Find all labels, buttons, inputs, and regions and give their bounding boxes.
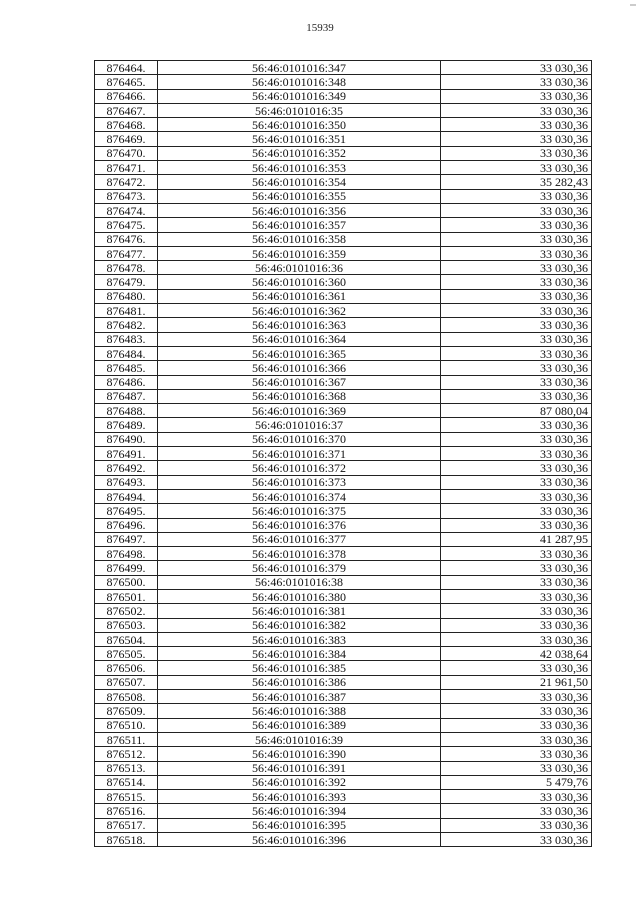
row-number-cell: 876481.	[95, 304, 158, 318]
cadastral-number-cell: 56:46:0101016:359	[158, 246, 441, 260]
table-row	[95, 146, 592, 160]
cadastral-value-cell: 33 030,36	[441, 275, 592, 289]
row-number-cell: 876490.	[95, 432, 158, 446]
cadastral-number-cell: 56:46:0101016:347	[158, 61, 441, 75]
row-number-cell: 876467.	[95, 103, 158, 117]
table-row	[95, 332, 592, 346]
row-number-cell: 876482.	[95, 318, 158, 332]
row-number-cell: 876475.	[95, 218, 158, 232]
cadastral-value-cell: 33 030,36	[441, 818, 592, 832]
table-row	[95, 475, 592, 489]
table-row	[95, 747, 592, 761]
cadastral-value-cell: 33 030,36	[441, 690, 592, 704]
cadastral-value-cell: 33 030,36	[441, 504, 592, 518]
row-number-cell: 876488.	[95, 404, 158, 418]
row-number-cell: 876508.	[95, 690, 158, 704]
cadastral-value-cell: 33 030,36	[441, 704, 592, 718]
table-row	[95, 461, 592, 475]
table-row	[95, 661, 592, 675]
table-row	[95, 589, 592, 603]
cadastral-value-table	[94, 60, 592, 847]
cadastral-value-cell: 33 030,36	[441, 561, 592, 575]
cadastral-number-cell: 56:46:0101016:395	[158, 818, 441, 832]
cadastral-value-cell: 33 030,36	[441, 75, 592, 89]
row-number-cell: 876514.	[95, 775, 158, 789]
table-row	[95, 818, 592, 832]
table-row	[95, 161, 592, 175]
cadastral-value-cell: 33 030,36	[441, 161, 592, 175]
cadastral-value-cell: 33 030,36	[441, 732, 592, 746]
cadastral-number-cell: 56:46:0101016:394	[158, 804, 441, 818]
cadastral-number-cell: 56:46:0101016:387	[158, 690, 441, 704]
cadastral-number-cell: 56:46:0101016:374	[158, 489, 441, 503]
table-row	[95, 89, 592, 103]
cadastral-number-cell: 56:46:0101016:39	[158, 732, 441, 746]
cadastral-value-cell: 5 479,76	[441, 775, 592, 789]
cadastral-value-cell: 33 030,36	[441, 632, 592, 646]
row-number-cell: 876495.	[95, 504, 158, 518]
row-number-cell: 876468.	[95, 118, 158, 132]
cadastral-number-cell: 56:46:0101016:36	[158, 261, 441, 275]
cadastral-value-cell: 33 030,36	[441, 61, 592, 75]
table-row	[95, 604, 592, 618]
table-row	[95, 775, 592, 789]
cadastral-value-cell: 33 030,36	[441, 189, 592, 203]
cadastral-value-cell: 33 030,36	[441, 747, 592, 761]
cadastral-number-cell: 56:46:0101016:354	[158, 175, 441, 189]
row-number-cell: 876501.	[95, 589, 158, 603]
table-row	[95, 418, 592, 432]
cadastral-value-cell: 33 030,36	[441, 203, 592, 217]
table-row	[95, 833, 592, 847]
row-number-cell: 876466.	[95, 89, 158, 103]
row-number-cell: 876497.	[95, 532, 158, 546]
table-row	[95, 790, 592, 804]
cadastral-value-cell: 21 961,50	[441, 675, 592, 689]
cadastral-value-cell: 33 030,36	[441, 132, 592, 146]
table-row	[95, 561, 592, 575]
table-row	[95, 447, 592, 461]
row-number-cell: 876506.	[95, 661, 158, 675]
cadastral-value-cell: 33 030,36	[441, 346, 592, 360]
cadastral-number-cell: 56:46:0101016:348	[158, 75, 441, 89]
cadastral-value-cell: 35 282,43	[441, 175, 592, 189]
cadastral-number-cell: 56:46:0101016:365	[158, 346, 441, 360]
cadastral-number-cell: 56:46:0101016:349	[158, 89, 441, 103]
row-number-cell: 876503.	[95, 618, 158, 632]
table-row	[95, 118, 592, 132]
row-number-cell: 876478.	[95, 261, 158, 275]
table-row	[95, 318, 592, 332]
table-row	[95, 761, 592, 775]
cadastral-value-cell: 33 030,36	[441, 447, 592, 461]
cadastral-number-cell: 56:46:0101016:393	[158, 790, 441, 804]
cadastral-number-cell: 56:46:0101016:368	[158, 389, 441, 403]
table-row	[95, 518, 592, 532]
cadastral-number-cell: 56:46:0101016:369	[158, 404, 441, 418]
cadastral-value-cell: 33 030,36	[441, 518, 592, 532]
cadastral-number-cell: 56:46:0101016:388	[158, 704, 441, 718]
table-row	[95, 504, 592, 518]
cadastral-number-cell: 56:46:0101016:392	[158, 775, 441, 789]
cadastral-number-cell: 56:46:0101016:371	[158, 447, 441, 461]
cadastral-number-cell: 56:46:0101016:37	[158, 418, 441, 432]
table-row	[95, 718, 592, 732]
table-row	[95, 275, 592, 289]
row-number-cell: 876474.	[95, 203, 158, 217]
cadastral-value-cell: 41 287,95	[441, 532, 592, 546]
cadastral-value-cell: 33 030,36	[441, 547, 592, 561]
cadastral-number-cell: 56:46:0101016:35	[158, 103, 441, 117]
table-row	[95, 103, 592, 117]
table-row	[95, 261, 592, 275]
cadastral-number-cell: 56:46:0101016:372	[158, 461, 441, 475]
row-number-cell: 876517.	[95, 818, 158, 832]
cadastral-number-cell: 56:46:0101016:391	[158, 761, 441, 775]
table-row	[95, 432, 592, 446]
cadastral-number-cell: 56:46:0101016:356	[158, 203, 441, 217]
cadastral-value-cell: 33 030,36	[441, 246, 592, 260]
row-number-cell: 876464.	[95, 61, 158, 75]
row-number-cell: 876477.	[95, 246, 158, 260]
cadastral-number-cell: 56:46:0101016:381	[158, 604, 441, 618]
cadastral-value-cell: 33 030,36	[441, 318, 592, 332]
cadastral-value-cell: 33 030,36	[441, 332, 592, 346]
cadastral-number-cell: 56:46:0101016:364	[158, 332, 441, 346]
scan-mark	[630, 4, 636, 6]
cadastral-value-cell: 33 030,36	[441, 304, 592, 318]
table-row	[95, 389, 592, 403]
table-row	[95, 732, 592, 746]
row-number-cell: 876473.	[95, 189, 158, 203]
cadastral-number-cell: 56:46:0101016:373	[158, 475, 441, 489]
row-number-cell: 876472.	[95, 175, 158, 189]
table-row	[95, 375, 592, 389]
cadastral-value-cell: 33 030,36	[441, 289, 592, 303]
cadastral-value-cell: 33 030,36	[441, 418, 592, 432]
table-row	[95, 675, 592, 689]
cadastral-number-cell: 56:46:0101016:357	[158, 218, 441, 232]
table-row	[95, 647, 592, 661]
cadastral-number-cell: 56:46:0101016:386	[158, 675, 441, 689]
table-row	[95, 132, 592, 146]
table-row	[95, 804, 592, 818]
cadastral-value-cell: 33 030,36	[441, 804, 592, 818]
row-number-cell: 876480.	[95, 289, 158, 303]
table-row	[95, 404, 592, 418]
table-row	[95, 632, 592, 646]
cadastral-number-cell: 56:46:0101016:355	[158, 189, 441, 203]
row-number-cell: 876515.	[95, 790, 158, 804]
cadastral-number-cell: 56:46:0101016:396	[158, 833, 441, 847]
cadastral-value-cell: 33 030,36	[441, 389, 592, 403]
row-number-cell: 876470.	[95, 146, 158, 160]
row-number-cell: 876492.	[95, 461, 158, 475]
cadastral-value-cell: 33 030,36	[441, 604, 592, 618]
table-row	[95, 61, 592, 75]
cadastral-value-cell: 33 030,36	[441, 146, 592, 160]
table-row	[95, 304, 592, 318]
cadastral-value-cell: 33 030,36	[441, 718, 592, 732]
cadastral-number-cell: 56:46:0101016:390	[158, 747, 441, 761]
table-row	[95, 189, 592, 203]
cadastral-value-cell: 33 030,36	[441, 489, 592, 503]
row-number-cell: 876507.	[95, 675, 158, 689]
row-number-cell: 876487.	[95, 389, 158, 403]
cadastral-number-cell: 56:46:0101016:379	[158, 561, 441, 575]
cadastral-value-cell: 33 030,36	[441, 790, 592, 804]
row-number-cell: 876489.	[95, 418, 158, 432]
row-number-cell: 876496.	[95, 518, 158, 532]
table-row	[95, 361, 592, 375]
table-row	[95, 547, 592, 561]
cadastral-value-cell: 33 030,36	[441, 432, 592, 446]
table-row	[95, 289, 592, 303]
cadastral-number-cell: 56:46:0101016:358	[158, 232, 441, 246]
cadastral-value-cell: 33 030,36	[441, 361, 592, 375]
table-row	[95, 203, 592, 217]
row-number-cell: 876494.	[95, 489, 158, 503]
table-row	[95, 232, 592, 246]
row-number-cell: 876505.	[95, 647, 158, 661]
row-number-cell: 876513.	[95, 761, 158, 775]
table-row	[95, 246, 592, 260]
row-number-cell: 876502.	[95, 604, 158, 618]
row-number-cell: 876510.	[95, 718, 158, 732]
table-row	[95, 218, 592, 232]
row-number-cell: 876509.	[95, 704, 158, 718]
row-number-cell: 876465.	[95, 75, 158, 89]
cadastral-number-cell: 56:46:0101016:362	[158, 304, 441, 318]
cadastral-number-cell: 56:46:0101016:376	[158, 518, 441, 532]
row-number-cell: 876485.	[95, 361, 158, 375]
row-number-cell: 876499.	[95, 561, 158, 575]
cadastral-value-cell: 33 030,36	[441, 761, 592, 775]
row-number-cell: 876484.	[95, 346, 158, 360]
table-row	[95, 704, 592, 718]
row-number-cell: 876471.	[95, 161, 158, 175]
cadastral-number-cell: 56:46:0101016:360	[158, 275, 441, 289]
row-number-cell: 876486.	[95, 375, 158, 389]
cadastral-number-cell: 56:46:0101016:366	[158, 361, 441, 375]
cadastral-value-cell: 33 030,36	[441, 461, 592, 475]
row-number-cell: 876512.	[95, 747, 158, 761]
cadastral-value-cell: 33 030,36	[441, 118, 592, 132]
table-row	[95, 75, 592, 89]
table-row	[95, 690, 592, 704]
cadastral-number-cell: 56:46:0101016:377	[158, 532, 441, 546]
page-number: 15939	[306, 22, 334, 34]
cadastral-value-cell: 33 030,36	[441, 661, 592, 675]
cadastral-number-cell: 56:46:0101016:367	[158, 375, 441, 389]
cadastral-number-cell: 56:46:0101016:384	[158, 647, 441, 661]
cadastral-value-cell: 42 038,64	[441, 647, 592, 661]
cadastral-number-cell: 56:46:0101016:382	[158, 618, 441, 632]
cadastral-value-cell: 33 030,36	[441, 618, 592, 632]
row-number-cell: 876491.	[95, 447, 158, 461]
row-number-cell: 876493.	[95, 475, 158, 489]
cadastral-number-cell: 56:46:0101016:378	[158, 547, 441, 561]
cadastral-number-cell: 56:46:0101016:380	[158, 589, 441, 603]
cadastral-number-cell: 56:46:0101016:370	[158, 432, 441, 446]
table-row	[95, 175, 592, 189]
table-row	[95, 532, 592, 546]
cadastral-value-cell: 33 030,36	[441, 575, 592, 589]
table-body	[95, 61, 592, 847]
table-row	[95, 346, 592, 360]
row-number-cell: 876483.	[95, 332, 158, 346]
cadastral-value-cell: 33 030,36	[441, 89, 592, 103]
row-number-cell: 876479.	[95, 275, 158, 289]
row-number-cell: 876469.	[95, 132, 158, 146]
row-number-cell: 876518.	[95, 833, 158, 847]
cadastral-value-cell: 33 030,36	[441, 375, 592, 389]
row-number-cell: 876516.	[95, 804, 158, 818]
cadastral-number-cell: 56:46:0101016:363	[158, 318, 441, 332]
cadastral-number-cell: 56:46:0101016:38	[158, 575, 441, 589]
row-number-cell: 876476.	[95, 232, 158, 246]
cadastral-number-cell: 56:46:0101016:350	[158, 118, 441, 132]
cadastral-number-cell: 56:46:0101016:352	[158, 146, 441, 160]
cadastral-value-cell: 33 030,36	[441, 833, 592, 847]
cadastral-number-cell: 56:46:0101016:361	[158, 289, 441, 303]
cadastral-value-cell: 33 030,36	[441, 218, 592, 232]
row-number-cell: 876504.	[95, 632, 158, 646]
cadastral-number-cell: 56:46:0101016:385	[158, 661, 441, 675]
cadastral-value-cell: 33 030,36	[441, 475, 592, 489]
cadastral-number-cell: 56:46:0101016:353	[158, 161, 441, 175]
cadastral-value-cell: 33 030,36	[441, 103, 592, 117]
table-row	[95, 618, 592, 632]
cadastral-number-cell: 56:46:0101016:383	[158, 632, 441, 646]
row-number-cell: 876500.	[95, 575, 158, 589]
cadastral-number-cell: 56:46:0101016:351	[158, 132, 441, 146]
table-row	[95, 489, 592, 503]
row-number-cell: 876511.	[95, 732, 158, 746]
cadastral-value-cell: 33 030,36	[441, 232, 592, 246]
row-number-cell: 876498.	[95, 547, 158, 561]
cadastral-value-cell: 33 030,36	[441, 261, 592, 275]
table-row	[95, 575, 592, 589]
cadastral-number-cell: 56:46:0101016:389	[158, 718, 441, 732]
cadastral-value-cell: 33 030,36	[441, 589, 592, 603]
cadastral-number-cell: 56:46:0101016:375	[158, 504, 441, 518]
cadastral-value-cell: 87 080,04	[441, 404, 592, 418]
